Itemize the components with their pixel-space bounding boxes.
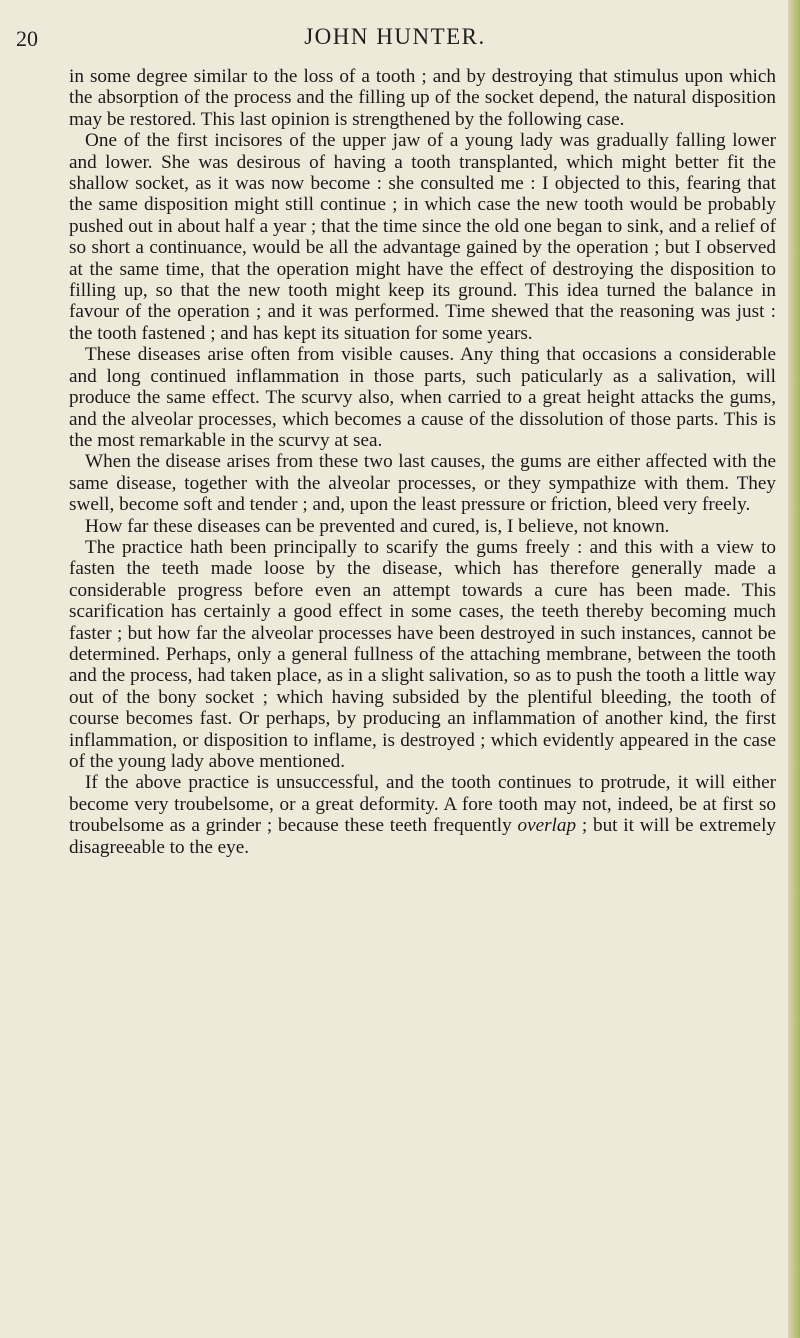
running-head: JOHN HUNTER. bbox=[304, 24, 486, 49]
body-text bbox=[69, 66, 776, 858]
paragraph-4: When the disease arises from these two last causes, the gums are either affected with the same disease, together with the alveolar processes, or they sympathize with them. They swell, become soft and tender ; and, upon the least pressure or friction, bleed very freely. bbox=[69, 451, 776, 516]
paragraph-7 bbox=[69, 772, 776, 858]
page-number: 20 bbox=[16, 26, 38, 51]
page-header bbox=[0, 24, 790, 54]
paragraph-5: How far these diseases can be prevented and cured, is, I believe, not known. bbox=[85, 515, 670, 537]
paragraph-3: These diseases arise often from visible causes. Any thing that occasions a considerable and long continued inflammation in those parts, such paticularly as a salivation, will produce the same effect. The scurvy also, when carried to a great height attacks the gums, and the alveolar processes, which becomes a cause of the dissolution of those parts. This is the most remarkable in the scurvy at sea. bbox=[69, 344, 776, 451]
page-edge-stain bbox=[788, 0, 800, 1338]
paragraph-7-italic-word: overlap bbox=[517, 815, 577, 837]
paragraph-1: in some degree similar to the loss of a tooth ; and by destroying that stimulus upon which the absorption of the process and the filling up of the socket depend, the natural disposition may be restored. This last opinion is strengthened by the following case. bbox=[69, 66, 776, 130]
paragraph-2: One of the first incisores of the upper jaw of a young lady was gradually falling lower and lower. She was desirous of having a tooth transplanted, which might better fit the shallow socket, as it was now become : she consulted me : I objected to this, fearing that the same disposition might still continue ; in which case the new tooth would be probably pushed out in about half a year ; that the time since the old one began to sink, and a relief of so short a continuance, would be all the advantage gained by the operation ; but I observed at the same time, that the operation might have the effect of destroying the disposition to filling up, so that the new tooth might keep its ground. This idea turned the balance in favour of the operation ; and it was performed. Time shewed that the reasoning was just : the tooth fastened ; and has kept its situation for some years. bbox=[69, 130, 776, 344]
paragraph-6: The practice hath been principally to scarify the gums freely : and this with a view to fasten the teeth made loose by the disease, which has therefore generally made a considerable progress before even an attempt towards a cure has been made. This scarification has certainly a good effect in some cases, the teeth thereby becoming much faster ; but how far the alveolar processes have been destroyed in such instances, cannot be determined. Perhaps, only a general fullness of the attaching membrane, between the tooth and the process, had taken place, as in a slight salivation, so as to push the tooth a little way out of the bony socket ; which having subsided by the plentiful bleeding, the tooth of course becomes fast. Or perhaps, by producing an inflammation of another kind, the first inflammation, or disposition to inflame, is destroyed ; which evidently appeared in the case of the young lady above mentioned. bbox=[69, 536, 776, 772]
paragraph-7-text-end: ; but it will be extremely disagreeable to the eye. bbox=[69, 815, 777, 858]
paragraph-7-text-start: If the above practice is unsuccessful, and the tooth continues to protrude, it will either become very troubelsome, or a great deformity. A fore tooth may not, indeed, be at first so troubelsome as a grinder ; because these teeth frequently bbox=[69, 772, 776, 837]
